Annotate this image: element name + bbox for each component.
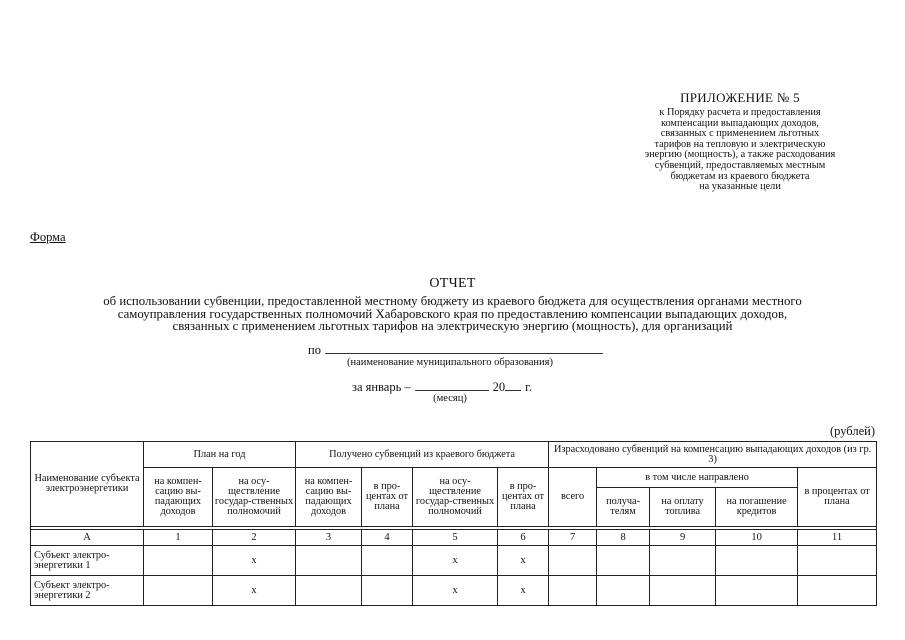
table-cell[interactable] [716,576,798,606]
appendix-title: ПРИЛОЖЕНИЕ № 5 [680,90,800,105]
year-prefix: 20 [492,380,506,394]
table-cell[interactable] [296,546,362,576]
header-spent-total: всего [549,468,597,527]
appendix-line: на указанные цели [699,181,781,193]
header-received-percent-2: в про-центах от плана [498,468,549,527]
appendix-block [600,90,880,193]
appendix-line: тарифов на тепловую и электрическую [654,138,826,150]
table-cell[interactable] [296,576,362,606]
column-number: 2 [213,530,296,546]
subject-name-cell: Субъект электро-энергетики 1 [31,546,144,576]
table-cell[interactable] [362,576,413,606]
form-label: Форма [30,230,66,244]
municipality-blank-field[interactable] [325,341,603,354]
table-cell[interactable] [798,576,877,606]
column-number: 11 [798,530,877,546]
column-number: 5 [413,530,498,546]
month-blank-field[interactable] [415,378,489,391]
column-number: 6 [498,530,549,546]
table-cell: x [213,576,296,606]
table-cell[interactable] [597,576,650,606]
po-label: по [308,343,321,357]
table-cell[interactable] [362,546,413,576]
column-number-row [31,530,877,546]
header-received-group: Получено субвенций из краевого бюджета [296,442,549,468]
header-spent-recipients: получа-телям [597,488,650,527]
column-number: 10 [716,530,798,546]
column-number: А [31,530,144,546]
table-cell: x [413,576,498,606]
header-spent-percent: в процентах от плана [798,468,877,527]
appendix-line: компенсации выпадающих доходов, [661,117,819,129]
header-spent-loans: на погашение кредитов [716,488,798,527]
year-suffix: г. [525,380,533,394]
header-received-compensation: на компен-сацию вы-падающих доходов [296,468,362,527]
column-number: 4 [362,530,413,546]
table-cell: x [213,546,296,576]
header-received-powers: на осу-ществление государ-ственных полномочий [413,468,498,527]
header-spent-fuel: на оплату топлива [650,488,716,527]
header-spent-group: Израсходовано субвенций на компенсацию выпадающих доходов (из гр. 3) [549,442,877,468]
appendix-line: связанных с применением льготных [660,128,820,140]
column-number: 8 [597,530,650,546]
table-cell[interactable] [144,576,213,606]
municipality-caption: (наименование муниципального образования) [346,357,554,368]
table-cell[interactable] [798,546,877,576]
report-title: ОТЧЕТ [429,276,476,291]
column-number: 9 [650,530,716,546]
table-cell: x [498,546,549,576]
report-subtitle-line: об использовании субвенции, предоставленной местному бюджету из краевого бюджета для осуществления органами местного [103,294,802,308]
table-cell[interactable] [597,546,650,576]
appendix-line: энергию (мощность), а также расходования [644,149,836,161]
header-subject: Наименование субъекта электроэнергетики [31,442,144,527]
month-caption: (месяц) [433,393,467,404]
table-cell: x [413,546,498,576]
appendix-line: субвенций, предоставляемых местным [654,159,826,171]
table-cell[interactable] [716,546,798,576]
units-label: (рублей) [829,424,875,438]
column-number: 7 [549,530,597,546]
municipality-line [308,341,603,358]
table-cell[interactable] [549,576,597,606]
header-spent-including: в том числе направлено [597,468,798,488]
table-cell: x [498,576,549,606]
report-heading-block [0,276,905,333]
month-prefix: за январь – [352,380,411,394]
table-cell[interactable] [549,546,597,576]
table-cell[interactable] [650,546,716,576]
table-cell[interactable] [650,576,716,606]
year-blank-field[interactable] [505,378,521,391]
table-row [31,576,877,606]
appendix-line: бюджетам из краевого бюджета [670,170,810,182]
header-plan-compensation: на компен-сацию вы-падающих доходов [144,468,213,527]
header-plan-powers: на осу-ществление государ-ственных полномочий [213,468,296,527]
table-cell[interactable] [144,546,213,576]
report-subtitle-line: связанных с применением льготных тарифов на электрическую энергию (мощность), для организаций [172,319,733,334]
column-number: 1 [144,530,213,546]
table-row [31,546,877,576]
report-table [30,441,877,606]
subject-name-cell: Субъект электро-энергетики 2 [31,576,144,606]
header-received-percent-1: в про-центах от плана [362,468,413,527]
column-number: 3 [296,530,362,546]
report-subtitle-line: самоуправления государственных полномочий Хабаровского края по предоставлению компенсации выпадающих доходов, [117,306,788,321]
header-plan-group: План на год [144,442,296,468]
appendix-line: к Порядку расчета и предоставления [659,107,821,118]
